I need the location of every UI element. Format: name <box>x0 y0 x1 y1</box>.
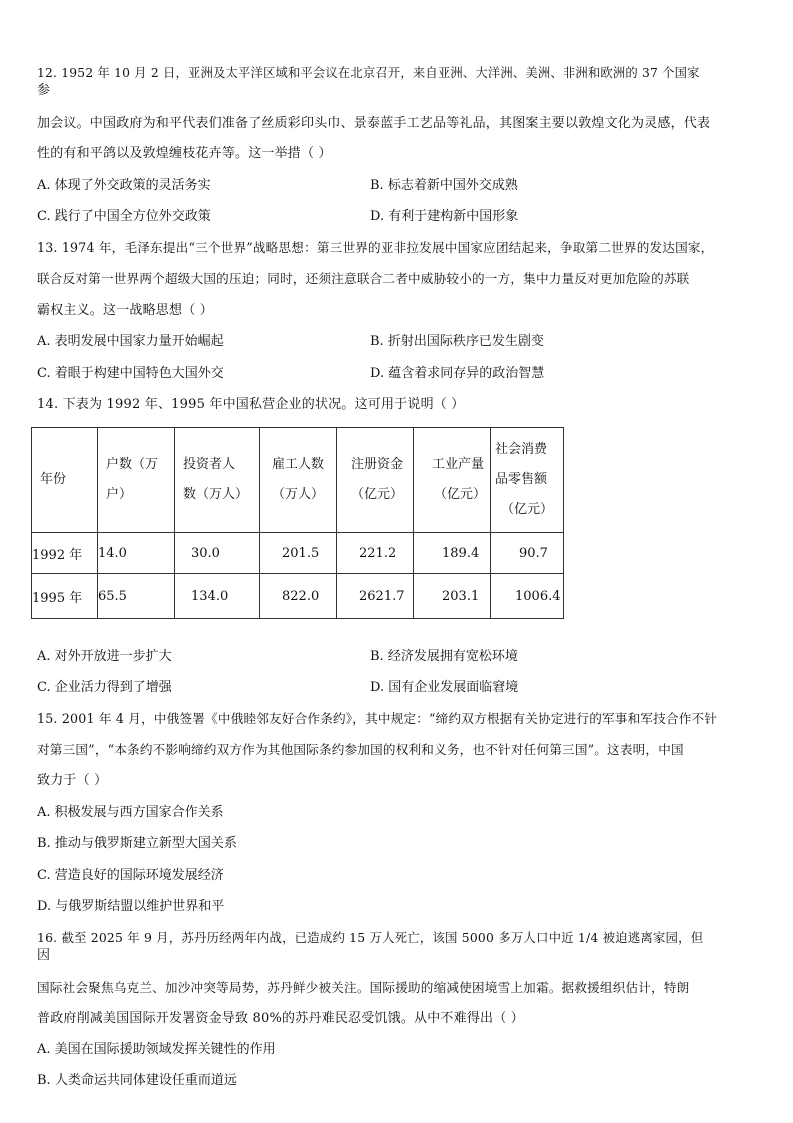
q13-option-d[interactable]: D. 蕴含着求同存异的政治智慧 <box>370 366 545 381</box>
q16-option-a[interactable]: A. 美国在国际援助领域发挥关键性的作用 <box>37 1042 276 1057</box>
q12-option-d[interactable]: D. 有利于建构新中国形象 <box>370 209 519 224</box>
header-retail-l3: （亿元） <box>501 502 554 517</box>
table-cell: 134.0 <box>175 574 260 619</box>
table-cell: 822.0 <box>260 574 337 619</box>
header-investors-l1: 投资者人 <box>183 457 236 472</box>
q12-stem-line1: 12. 1952 年 10 月 2 日，亚洲及太平洋区域和平会议在北京召开，来自亚洲、大洋洲、美洲、非洲和欧洲的 37 个国家 <box>37 66 700 80</box>
header-households-l2: 户） <box>106 487 133 502</box>
table-header-cell <box>414 428 491 533</box>
q15-option-d[interactable]: D. 与俄罗斯结盟以维护世界和平 <box>37 899 225 914</box>
table-cell: 1006.4 <box>491 574 564 619</box>
q15-option-c[interactable]: C. 营造良好的国际环境发展经济 <box>37 868 224 883</box>
q14-option-d[interactable]: D. 国有企业发展面临窘境 <box>370 680 519 695</box>
q15-stem-line1: 15. 2001 年 4 月，中俄签署《中俄睦邻友好合作条约》，其中规定：“缔约双方根据有关协定进行的军事和军技合作不针 <box>37 711 718 726</box>
table-header-cell <box>32 428 98 533</box>
q12-option-a[interactable]: A. 体现了外交政策的灵活务实 <box>37 178 211 193</box>
q14-option-a[interactable]: A. 对外开放进一步扩大 <box>37 649 172 664</box>
q13-option-b[interactable]: B. 折射出国际秩序已发生剧变 <box>370 334 544 349</box>
table-cell: 14.0 <box>98 533 175 574</box>
q14-stem-line1: 14. 下表为 1992 年、1995 年中国私营企业的状况。这可用于说明（ ） <box>37 397 465 412</box>
header-capital-l1: 注册资金 <box>351 457 404 472</box>
header-year: 年份 <box>40 472 67 487</box>
table-cell: 30.0 <box>175 533 260 574</box>
q16-stem-line2: 因 <box>37 948 51 963</box>
q13-option-a[interactable]: A. 表明发展中国家力量开始崛起 <box>37 334 224 349</box>
q12-option-b[interactable]: B. 标志着新中国外交成熟 <box>370 178 518 193</box>
q16-option-b[interactable]: B. 人类命运共同体建设任重而道远 <box>37 1073 237 1088</box>
table-cell: 90.7 <box>491 533 564 574</box>
q12-stem-line2: 参 <box>37 83 51 98</box>
q15-stem-line2: 对第三国”，“本条约不影响缔约双方作为其他国际条约参加国的权利和义务，也不针对任何第三国”。这表明，中国 <box>37 742 684 757</box>
header-employees-l2: （万人） <box>272 487 325 502</box>
q13-stem-line3: 霸权主义。这一战略思想（ ） <box>37 303 213 318</box>
table-cell: 189.4 <box>414 533 491 574</box>
table-cell: 65.5 <box>98 574 175 619</box>
table-header-row <box>32 428 564 533</box>
q16-stem-line4: 普政府削减美国国际开发署资金导致 80%的苏丹难民忍受饥饿。从中不难得出（ ） <box>37 1011 524 1026</box>
table-cell: 2621.7 <box>337 574 414 619</box>
header-investors-l2: 数（万人） <box>183 487 249 502</box>
table-header-cell <box>260 428 337 533</box>
header-retail-l1: 社会消费 <box>495 442 548 457</box>
q13-option-c[interactable]: C. 着眼于构建中国特色大国外交 <box>37 366 224 381</box>
q14-option-c[interactable]: C. 企业活力得到了增强 <box>37 680 172 695</box>
q16-stem-line3: 国际社会聚焦乌克兰、加沙冲突等局势，苏丹鲜少被关注。国际援助的缩减使困境雪上加霜。据救援组织估计，特朗 <box>37 980 690 995</box>
table-header-cell <box>98 428 175 533</box>
q14-option-b[interactable]: B. 经济发展拥有宽松环境 <box>370 649 518 664</box>
table-row <box>32 574 564 619</box>
q12-option-c[interactable]: C. 践行了中国全方位外交政策 <box>37 209 211 224</box>
table-header-cell <box>175 428 260 533</box>
header-employees-l1: 雇工人数 <box>272 457 325 472</box>
q15-stem-line3: 致力于（ ） <box>37 773 108 788</box>
private-enterprise-table <box>31 427 564 619</box>
q13-stem-line1: 13. 1974 年，毛泽东提出“三个世界”战略思想：第三世界的亚非拉发展中国家应团结起来，争取第二世界的发达国家， <box>37 240 714 255</box>
header-output-l1: 工业产量 <box>432 457 485 472</box>
q12-stem-line4: 性的有和平鸽以及敦煌缠枝花卉等。这一举措（ ） <box>37 146 332 161</box>
q13-stem-line2: 联合反对第一世界两个超级大国的压迫；同时，还须注意联合二者中威胁较小的一方，集中力量反对更加危险的苏联 <box>37 271 690 286</box>
header-retail-l2: 品零售额 <box>495 472 548 487</box>
table-row <box>32 533 564 574</box>
table-cell: 203.1 <box>414 574 491 619</box>
q12-stem-line3: 加会议。中国政府为和平代表们准备了丝质彩印头巾、景泰蓝手工艺品等礼品，其图案主要以敦煌文化为灵感，代表 <box>37 116 711 131</box>
q15-option-a[interactable]: A. 积极发展与西方国家合作关系 <box>37 805 224 820</box>
table-cell: 1995 年 <box>32 574 98 619</box>
table-header-cell <box>491 428 564 533</box>
table-cell: 221.2 <box>337 533 414 574</box>
header-output-l2: （亿元） <box>434 487 487 502</box>
header-capital-l2: （亿元） <box>351 487 404 502</box>
table-cell: 201.5 <box>260 533 337 574</box>
q16-stem-line1: 16. 截至 2025 年 9 月，苏丹历经两年内战，已造成约 15 万人死亡，该国 5000 多万人口中近 1/4 被迫逃离家园，但 <box>37 930 704 945</box>
q15-option-b[interactable]: B. 推动与俄罗斯建立新型大国关系 <box>37 836 237 851</box>
header-households-l1: 户数（万 <box>106 457 159 472</box>
table-header-cell <box>337 428 414 533</box>
table-cell: 1992 年 <box>32 533 98 574</box>
